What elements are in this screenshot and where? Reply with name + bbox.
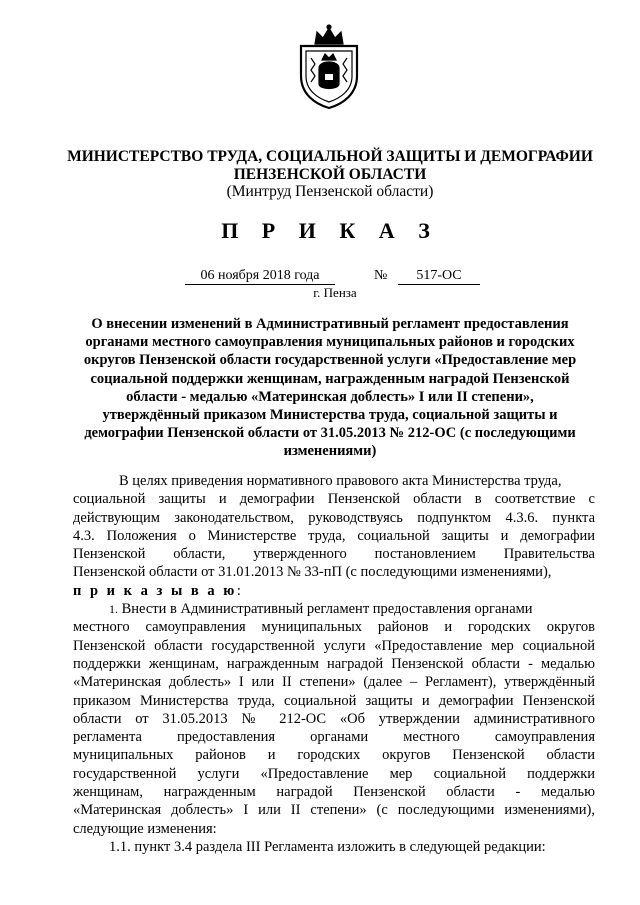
item-1-text: Внести в Административный регламент предоставления органами bbox=[121, 601, 533, 618]
preamble-line: Пензенской области от 31.01.2013 № 33-пП (с последующими изменениями), bbox=[73, 564, 552, 581]
title-line: округов Пензенской области государственной услуги «Предоставление мер bbox=[83, 352, 577, 369]
prikazyvayu-word: п р и к а з ы в а ю bbox=[73, 582, 237, 599]
title-line: О внесении изменений в Административный регламент предоставления bbox=[91, 316, 569, 332]
item-1-line: следующие изменения: bbox=[73, 820, 217, 837]
preamble-line: В целях приведения нормативного правового акта Министерства труда, bbox=[119, 473, 562, 489]
item-1-number: 1. bbox=[109, 602, 118, 617]
title-line: демографии Пензенской области от 31.05.2013 № 212-ОС (с последующими bbox=[84, 425, 576, 442]
ministry-name-line2: ПЕНЗЕНСКОЙ ОБЛАСТИ bbox=[233, 166, 427, 183]
order-date: 06 ноября 2018 года bbox=[185, 267, 335, 285]
item-1-line: женщинам, награжденным наградой Пензенской области - медалью bbox=[73, 784, 595, 801]
ministry-name-line1: МИНИСТЕРСТВО ТРУДА, СОЦИАЛЬНОЙ ЗАЩИТЫ И ДЕМОГРАФИИ bbox=[67, 148, 593, 165]
prikazyvayu-line bbox=[73, 582, 595, 600]
item-1-1-line: 1.1. пункт 3.4 раздела III Регламента изложить в следующей редакции: bbox=[109, 838, 546, 855]
item-1-line: государственной услуги «Предоставление мер социальной поддержки bbox=[73, 765, 595, 782]
title-line: социальной поддержки женщинам, награжденным наградой Пензенской bbox=[90, 370, 570, 387]
item-1-line: местного самоуправления муниципальных районов и городских округов bbox=[73, 619, 595, 636]
item-1-first-line bbox=[73, 600, 595, 618]
order-number: 517-ОС bbox=[398, 267, 480, 285]
item-1-line: приказом Министерства труда, социальной защиты и демографии Пензенской bbox=[73, 692, 595, 709]
document-type-heading: П Р И К А З bbox=[221, 218, 439, 243]
item-1-line: регламента предоставления органами местного самоуправления bbox=[73, 729, 595, 746]
item-1-line: муниципальных районов и городских округов Пензенской области bbox=[73, 747, 595, 764]
title-line: изменениями) bbox=[283, 443, 377, 460]
number-sign: № bbox=[374, 268, 388, 283]
item-1-line: Пензенской области государственной услуги «Предоставление мер социальной bbox=[73, 637, 595, 654]
preamble-line: действующим законодательством, руководствуясь подпунктом 4.3.6. пункта bbox=[73, 509, 595, 526]
item-1-line: поддержки женщинам, награжденным наградой Пензенской области - медалью bbox=[73, 655, 595, 672]
ministry-short-name: (Минтруд Пензенской области) bbox=[226, 183, 434, 200]
item-1-line: «Материнская доблесть» I или II степени» (с последующими изменениями), bbox=[73, 802, 595, 819]
order-body bbox=[73, 472, 595, 856]
item-1-line: «Материнская доблесть» I или II степени» (далее – Регламент), утверждённый bbox=[73, 674, 595, 691]
order-city: г. Пенза bbox=[313, 285, 357, 300]
preamble-line: 4.3. Положения о Министерстве труда, социальной защиты и демографии bbox=[73, 527, 595, 544]
title-line: области - медалью «Материнская доблесть» I или II степени», bbox=[126, 388, 534, 405]
prikazyvayu-colon: : bbox=[236, 582, 241, 599]
item-1-line: области от 31.05.2013 № 212-ОС «Об утверждении административного bbox=[73, 710, 595, 727]
order-title bbox=[70, 315, 590, 461]
preamble-line: Пензенской области, утвержденного постановлением Правительства bbox=[73, 546, 595, 563]
title-line: органами местного самоуправления муниципальных районов и городских bbox=[85, 334, 575, 351]
coat-of-arms-icon bbox=[295, 24, 363, 110]
title-line: утверждённый приказом Министерства труда, социальной защиты и bbox=[102, 407, 558, 424]
preamble-line: социальной защиты и демографии Пензенской области в соответствие с bbox=[73, 491, 595, 508]
